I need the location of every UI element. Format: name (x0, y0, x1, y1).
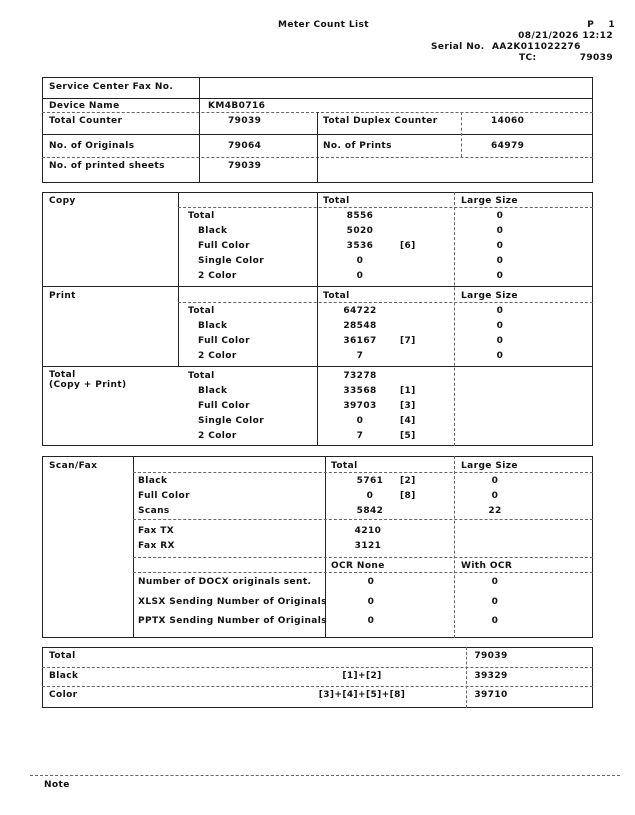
duplex-counter-value: 14060 (491, 116, 525, 126)
print-row-large: 0 (496, 351, 504, 361)
copy-total-header: Total (323, 196, 350, 206)
copy-row-large: 0 (496, 256, 504, 266)
copy-row-total: 8556 (346, 211, 374, 221)
summary-row-value: 79039 (474, 651, 508, 661)
device-name-value: KM4B0716 (208, 101, 266, 111)
ocr-none-header: OCR None (331, 561, 385, 571)
scan-row-label: Full Color (138, 491, 190, 501)
note-label: Note (44, 780, 70, 790)
print-total-header: Total (323, 291, 350, 301)
footer-divider (30, 775, 620, 776)
total-cp-row-total: 39703 (343, 401, 377, 411)
total-cp-row-ref: [5] (400, 431, 416, 441)
duplex-counter-label: Total Duplex Counter (323, 116, 438, 126)
report-title: Meter Count List (278, 20, 369, 30)
fax-row-label: Fax TX (138, 526, 175, 536)
ocr-row-label: XLSX Sending Number of Originals (138, 597, 327, 607)
copy-row-large: 0 (496, 271, 504, 281)
with-ocr-header: With OCR (461, 561, 513, 571)
page-number: P 1 (587, 20, 615, 30)
total-cp-row-total: 0 (356, 416, 364, 426)
print-row-label: Full Color (198, 336, 250, 346)
scan-row-total: 0 (366, 491, 374, 501)
tc-value: 79039 (579, 53, 613, 63)
fax-row-total: 4210 (354, 526, 382, 536)
scan-row-total: 5761 (356, 476, 384, 486)
total-cp-row-ref: [4] (400, 416, 416, 426)
copy-section-label: Copy (49, 196, 76, 206)
ocr-row-none: 0 (367, 577, 375, 587)
prints-label: No. of Prints (323, 141, 392, 151)
scan-row-ref: [8] (400, 491, 416, 501)
print-row-total: 7 (356, 351, 364, 361)
total-cp-sublabel: (Copy + Print) (49, 380, 127, 390)
copy-row-large: 0 (496, 211, 504, 221)
copy-row-ref: [6] (400, 241, 416, 251)
ocr-row-with: 0 (491, 616, 499, 626)
fax-row-total: 3121 (354, 541, 382, 551)
originals-value: 79064 (228, 141, 262, 151)
print-section-label: Print (49, 291, 76, 301)
total-cp-row-ref: [3] (400, 401, 416, 411)
ocr-row-none: 0 (367, 597, 375, 607)
scan-row-label: Black (138, 476, 168, 486)
total-cp-row-total: 73278 (343, 371, 377, 381)
serial-value: AA2K011022276 (492, 42, 581, 52)
total-cp-row-label: Black (198, 386, 228, 396)
copy-row-label: Total (188, 211, 215, 221)
print-row-label: Black (198, 321, 228, 331)
print-row-large: 0 (496, 321, 504, 331)
print-row-large: 0 (496, 306, 504, 316)
copy-row-large: 0 (496, 241, 504, 251)
print-large-header: Large Size (461, 291, 518, 301)
scan-row-large: 22 (488, 506, 502, 516)
summary-row-value: 39710 (474, 690, 508, 700)
device-name-label: Device Name (49, 101, 120, 111)
summary-row-value: 39329 (474, 671, 508, 681)
scan-row-label: Scans (138, 506, 170, 516)
fax-number-label: Service Center Fax No. (49, 82, 174, 92)
copy-large-header: Large Size (461, 196, 518, 206)
total-cp-label: Total (49, 370, 76, 380)
copy-row-label: 2 Color (198, 271, 237, 281)
prints-value: 64979 (491, 141, 525, 151)
scan-fax-section-label: Scan/Fax (49, 461, 98, 471)
summary-row-label: Color (49, 690, 78, 700)
summary-row-label: Black (49, 671, 79, 681)
scan-row-large: 0 (491, 491, 499, 501)
copy-row-total: 0 (356, 256, 364, 266)
print-row-total: 64722 (343, 306, 377, 316)
copy-row-total: 0 (356, 271, 364, 281)
print-datetime: 08/21/2026 12:12 (518, 31, 613, 41)
summary-row-label: Total (49, 651, 76, 661)
copy-row-label: Full Color (198, 241, 250, 251)
total-cp-row-ref: [1] (400, 386, 416, 396)
ocr-row-label: PPTX Sending Number of Originals (138, 616, 327, 626)
copy-row-label: Black (198, 226, 228, 236)
scan-large-header: Large Size (461, 461, 518, 471)
print-row-label: 2 Color (198, 351, 237, 361)
serial-label: Serial No. (431, 42, 485, 52)
total-cp-row-label: Single Color (198, 416, 265, 426)
copy-row-total: 3536 (346, 241, 374, 251)
print-row-ref: [7] (400, 336, 416, 346)
summary-row-formula: [1]+[2] (342, 671, 382, 681)
scan-row-ref: [2] (400, 476, 416, 486)
summary-table (42, 647, 593, 708)
print-row-label: Total (188, 306, 215, 316)
ocr-row-none: 0 (367, 616, 375, 626)
total-counter-value: 79039 (228, 116, 262, 126)
originals-label: No. of Originals (49, 141, 135, 151)
total-cp-row-label: 2 Color (198, 431, 237, 441)
ocr-row-with: 0 (491, 577, 499, 587)
print-row-large: 0 (496, 336, 504, 346)
tc-label: TC: (519, 53, 537, 63)
printed-sheets-value: 79039 (228, 161, 262, 171)
scan-row-large: 0 (491, 476, 499, 486)
copy-row-total: 5020 (346, 226, 374, 236)
scan-total-header: Total (331, 461, 358, 471)
scan-fax-table (42, 456, 593, 638)
total-counter-label: Total Counter (49, 116, 123, 126)
copy-row-large: 0 (496, 226, 504, 236)
print-row-total: 28548 (343, 321, 377, 331)
printed-sheets-label: No. of printed sheets (49, 161, 165, 171)
ocr-row-label: Number of DOCX originals sent. (138, 577, 312, 587)
total-cp-row-label: Full Color (198, 401, 250, 411)
total-cp-row-total: 7 (356, 431, 364, 441)
copy-row-label: Single Color (198, 256, 265, 266)
total-cp-row-label: Total (188, 371, 215, 381)
print-row-total: 36167 (343, 336, 377, 346)
scan-row-total: 5842 (356, 506, 384, 516)
total-cp-row-total: 33568 (343, 386, 377, 396)
fax-row-label: Fax RX (138, 541, 175, 551)
ocr-row-with: 0 (491, 597, 499, 607)
summary-row-formula: [3]+[4]+[5]+[8] (318, 690, 406, 700)
